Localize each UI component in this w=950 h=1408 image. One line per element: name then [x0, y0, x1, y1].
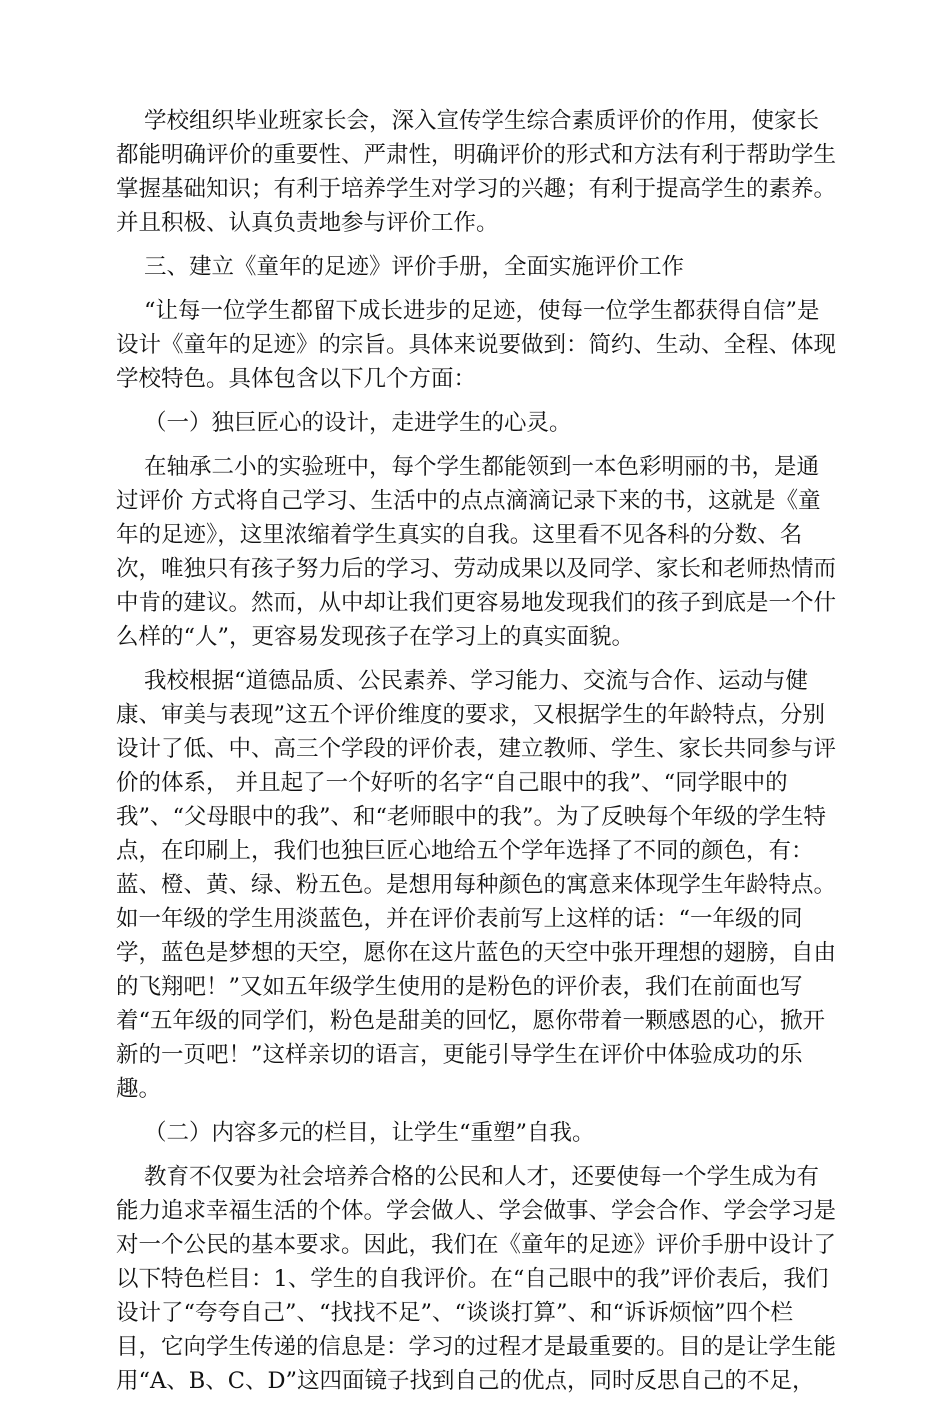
paragraph-parent-meeting: 学校组织毕业班家长会，深入宣传学生综合素质评价的作用，使家长都能明确评价的重要性、严肃性，明确评价的形式和方法有利于帮助学生掌握基础知识；有利于培养学生对学习的兴趣；有利于提高学生的素养。并且积极、认真负责地参与评价工作。: [116, 108, 837, 236]
subsection-heading-2: （二）内容多元的栏目，让学生“重塑”自我。: [144, 1120, 595, 1146]
paragraph-experimental-class: 在轴承二小的实验班中，每个学生都能领到一本色彩明丽的书，是通过评价 方式将自己学习、生活中的点点滴滴记录下来的书，这就是《童年的足迹》，这里浓缩着学生真实的自我。这里看不见各科的分数、名次，唯独只有孩子努力后的学习、劳动成果以及同学、家长和老师热情而中肯的建议。然而，从中却让我们更容易地发现我们的孩子到底是一个什么样的“人”，更容易发现孩子在学习上的真实面貌。: [116, 454, 837, 650]
subsection-heading-1: （一）独巨匠心的设计，走进学生的心灵。: [144, 410, 572, 436]
section-heading-3: 三、建立《童年的足迹》评价手册，全面实施评价工作: [144, 254, 685, 280]
document-page: [116, 104, 838, 1408]
paragraph-purpose: “让每一位学生都留下成长进步的足迹，使每一位学生都获得自信”是设计《童年的足迹》的宗旨。具体来说要做到：简约、生动、全程、体现学校特色。具体包含以下几个方面：: [116, 298, 837, 392]
paragraph-evaluation-dimensions: 我校根据“道德品质、公民素养、学习能力、交流与合作、运动与健康、审美与表现”这五个评价维度的要求，又根据学生的年龄特点，分别设计了低、中、高三个学段的评价表，建立教师、学生、家长共同参与评价的体系， 并且起了一个好听的名字“自己眼中的我”、“同学眼中的我”、“父母眼中的我”、和“老师眼中的我”。为了反映每个年级的学生特点，在印刷上，我们也独巨匠心地给五个学年选择了不同的颜色，有：蓝、橙、黄、绿、粉五色。是想用每种颜色的寓意来体现学生年龄特点。如一年级的学生用淡蓝色，并在评价表前写上这样的话：“一年级的同学，蓝色是梦想的天空，愿你在这片蓝色的天空中张开理想的翅膀，自由的飞翔吧！”又如五年级学生使用的是粉色的评价表，我们在前面也写着“五年级的同学们，粉色是甜美的回忆，愿你带着一颗感恩的心，掀开新的一页吧！”这样亲切的语言，更能引导学生在评价中体验成功的乐趣。: [116, 668, 837, 1102]
paragraph-education-goals: 教育不仅要为社会培养合格的公民和人才，还要使每一个学生成为有能力追求幸福生活的个体。学会做人、学会做事、学会合作、学会学习是对一个公民的基本要求。因此，我们在《童年的足迹》评价手册中设计了以下特色栏目：1、学生的自我评价。在“自己眼中的我”评价表后，我们设计了“夸夸自己”、“找找不足”、“谈谈打算”、和“诉诉烦恼”四个栏目，它向学生传递的信息是：学习的过程才是最重要的。目的是让学生能用“A、B、C、D”这四面镜子找到自己的优点，同时反思自己的不足，: [116, 1164, 837, 1394]
